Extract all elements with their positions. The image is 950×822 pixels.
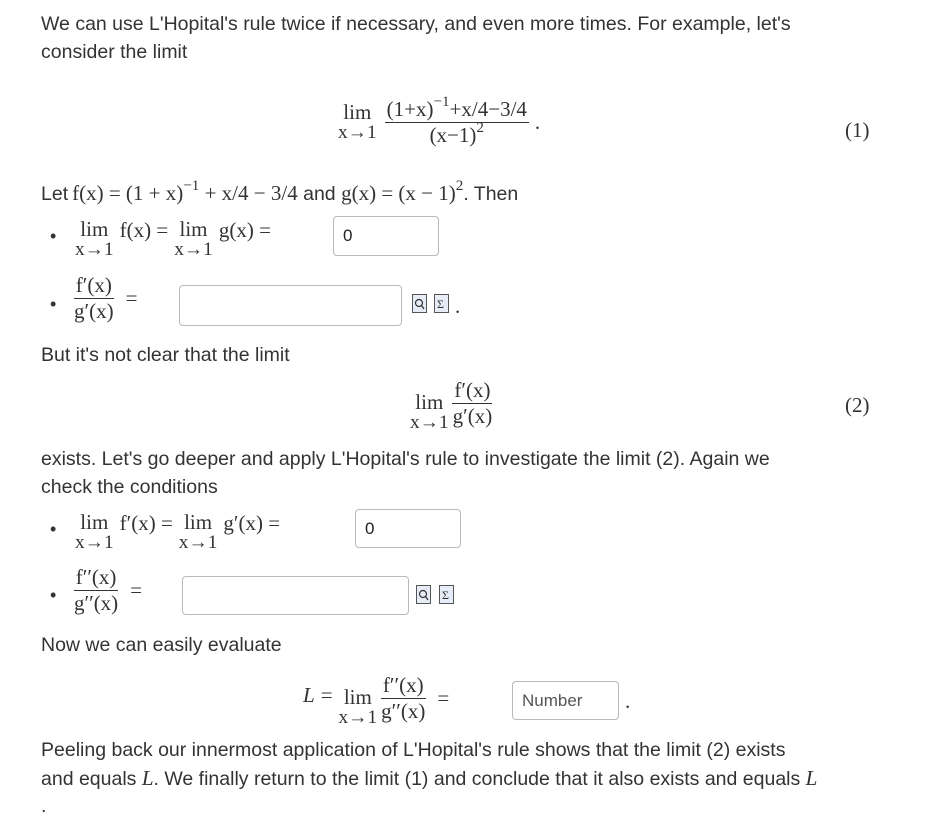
b12-trailing-period: . [455,294,461,318]
g-def-exp: 2 [455,178,464,195]
eq3-limit [339,686,378,728]
b21-lim-f-word: lim [80,510,109,534]
svg-text:Σ: Σ [437,297,444,311]
b22-num: f′′(x) [74,566,119,591]
eq3-lim-word: lim [343,685,372,709]
eq3-period: . [625,689,631,713]
closing-line-2b: . We finally return to the limit (1) and conclude that it also exists and equals [153,768,806,790]
b21-fpx: f′(x) = [119,511,173,535]
b12-den: g′(x) [74,299,114,324]
intro-line-1: We can use L'Hopital's rule twice if necessary, and even more times. For example, let's [41,13,791,35]
f-definition [72,178,298,206]
preview-icon[interactable] [416,585,431,604]
eq2-num: f′(x) [452,379,492,404]
eq2-lim-sub: x→1 [410,412,449,434]
eq3-num: f′′(x) [381,674,426,699]
final-number-placeholder: Number [522,690,583,710]
b21-lim-g-sub: x→1 [178,532,218,554]
sigma-icon[interactable] [439,585,454,604]
preview-icon-glyph [417,586,430,603]
limit-answer-input-2[interactable]: 0 [355,509,461,548]
svg-text:Σ: Σ [442,588,449,602]
b11-lim-g [174,218,213,260]
bullet-2-1-math [75,511,280,553]
ratio-answer-input-1[interactable] [179,285,402,326]
exists-line-1: exists. Let's go deeper and apply L'Hopital's rule to investigate the limit (2). Again we [41,448,770,470]
preview-icon[interactable] [412,294,427,313]
exists-line-2: check the conditions [41,476,218,498]
f-def-a: f(x) = (1 + x) [72,181,184,205]
b21-lim-f [75,511,114,553]
equation-2 [410,373,494,433]
eq1-num-b: +x/4−3/4 [449,97,527,121]
equation-1-label: (1) [845,118,870,142]
sigma-icon[interactable] [434,294,449,313]
b21-lim-g [179,511,218,553]
b22-fraction [72,566,120,615]
eq1-den-a: (x−1) [429,123,477,148]
eq1-numerator [385,94,529,123]
b11-lim-f-sub: x→1 [75,239,114,261]
let-word: Let [41,183,69,205]
preview-icon-glyph [413,295,426,312]
intro-line-2: consider the limit [41,41,188,63]
limit-answer-input-1[interactable]: 0 [333,216,439,256]
eq3-fraction [379,674,427,723]
closing-line-3: . [41,795,47,817]
sigma-icon-glyph [435,295,448,312]
f-def-b: + x/4 − 3/4 [199,181,298,205]
b21-lim-f-sub: x→1 [75,532,114,554]
eq3-lim-sub: x→1 [338,707,378,729]
b21-gpx: g′(x) = [223,511,281,535]
eq2-lim-word: lim [415,390,444,414]
g-def-a: g(x) = (x − 1) [341,181,456,205]
equation-2-label: (2) [845,393,870,417]
now-text: Now we can easily evaluate [41,634,282,656]
eq1-den-exp: 2 [476,120,484,137]
g-definition [341,178,464,206]
eq2-fraction [451,379,495,428]
eq3-eq: = [320,682,333,707]
b11-lim-g-sub: x→1 [174,239,213,261]
eq1-lim-word: lim [343,100,372,125]
eq1-denominator [428,120,486,148]
equation-3 [303,668,449,728]
eq1-num-a: (1+x) [386,97,434,121]
eq3-den: g′′(x) [381,698,426,723]
eq2-den: g′(x) [452,403,493,428]
bullet-1-1-math [75,218,271,260]
and-word: and [297,183,342,205]
let-line [41,180,518,208]
bullet-2-2: • [50,585,57,605]
eq3-equals: = [437,685,450,710]
eq1-limit [338,101,377,143]
b11-lim-f [75,218,114,260]
ratio-answer-input-2[interactable] [182,576,409,615]
closing-line-2a: and equals [41,768,142,790]
eq1-num-exp: −1 [433,94,450,111]
b11-lim-g-word: lim [179,217,208,241]
b11-gx: g(x) = [218,218,271,242]
eq2-limit [410,391,449,433]
b21-lim-g-word: lim [184,510,213,534]
bullet-1-2-math [72,274,137,323]
b11-fx: f(x) = [119,218,169,242]
then-word: . Then [463,183,519,205]
b12-equals: = [125,286,138,311]
final-number-input[interactable] [512,681,619,720]
but-text: But it's not clear that the limit [41,344,290,366]
closing-L2: L [805,766,818,790]
closing-line-2 [41,764,817,793]
sigma-icon-glyph [440,586,453,603]
bullet-2-2-math [72,566,142,615]
bullet-1-1: • [50,226,57,246]
eq1-period: . [534,110,541,135]
eq1-lim-subscript: x→1 [338,122,377,144]
equation-1 [338,94,541,148]
b22-den: g′′(x) [74,591,119,616]
eq3-L: L [303,682,315,707]
b12-fraction [72,274,116,323]
closing-L1: L [141,766,154,790]
closing-line-1: Peeling back our innermost application of L'Hopital's rule shows that the limit (2) exists [41,739,786,761]
b11-lim-f-word: lim [80,217,109,241]
f-def-exp: −1 [183,178,200,195]
eq1-fraction [385,94,529,148]
b12-num: f′(x) [74,274,114,299]
bullet-2-1: • [50,519,57,539]
b22-equals: = [130,578,143,603]
bullet-1-2: • [50,294,57,314]
